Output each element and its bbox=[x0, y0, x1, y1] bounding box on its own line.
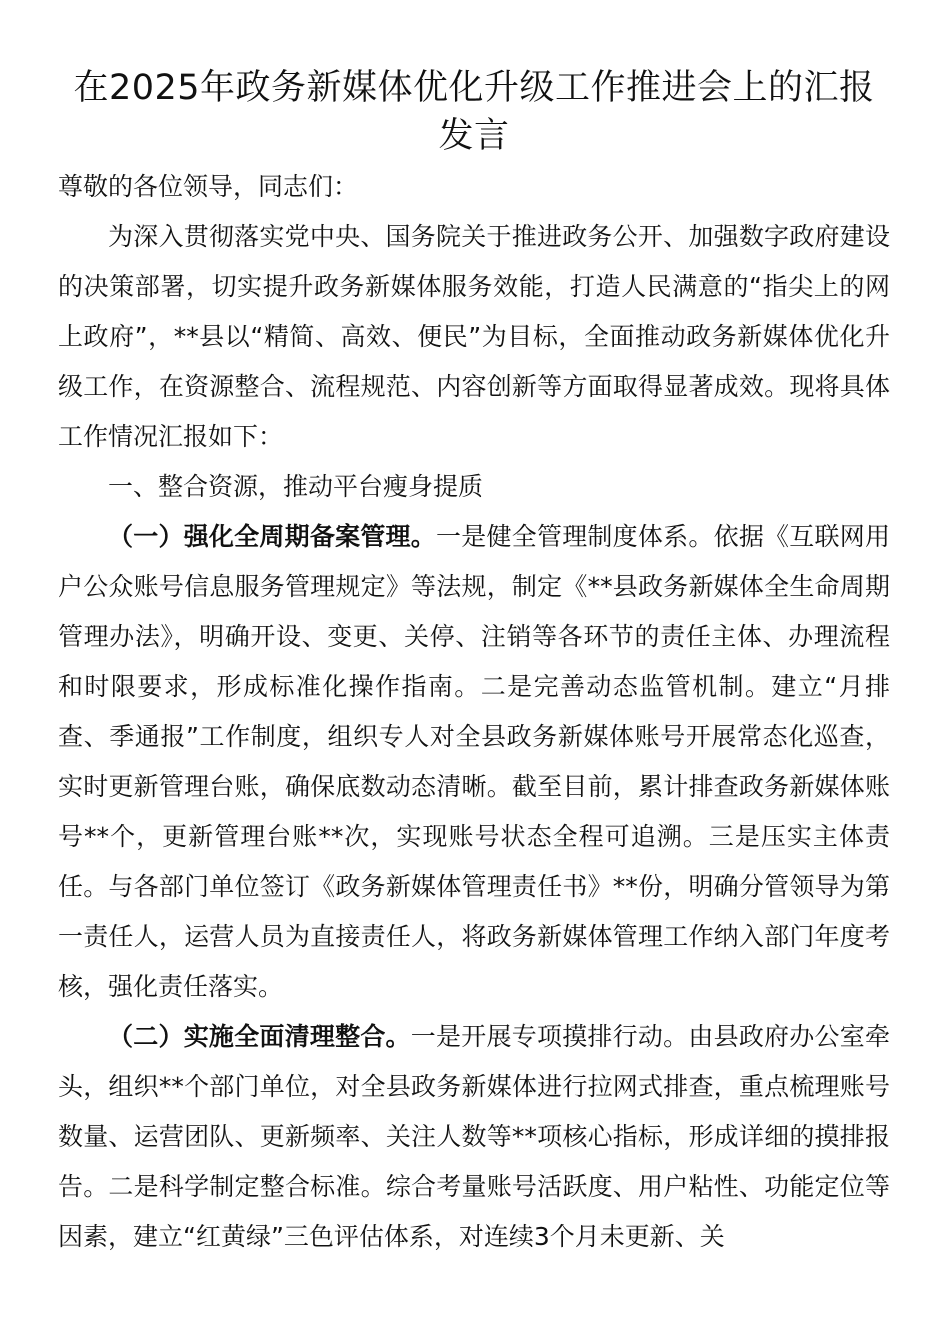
salutation: 尊敬的各位领导，同志们： bbox=[58, 172, 359, 201]
intro-paragraph: 为深入贯彻落实党中央、国务院关于推进政务公开、加强数字政府建设的决策部署，切实提升政务新媒体服务效能，打造人民满意的“指尖上的网上政府”，**县以“精简、高效、便民”为目标，全面推动政务新媒体优化升级工作，在资源整合、流程规范、内容创新等方面取得显著成效。现将具体工作情况汇报如下： bbox=[58, 222, 890, 451]
subsection-1-body: 一是健全管理制度体系。依据《互联网用户公众账号信息服务管理规定》等法规，制定《**县政务新媒体全生命周期管理办法》，明确开设、变更、关停、注销等各环节的责任主体、办理流程和时限要求，形成标准化操作指南。二是完善动态监管机制。建立“月排查、季通报”工作制度，组织专人对全县政务新媒体账号开展常态化巡查，实时更新管理台账，确保底数动态清晰。截至目前，累计排查政务新媒体账号**个，更新管理台账**次，实现账号状态全程可追溯。三是压实主体责任。与各部门单位签订《政务新媒体管理责任书》**份，明确分管领导为第一责任人，运营人员为直接责任人，将政务新媒体管理工作纳入部门年度考核，强化责任落实。 bbox=[58, 522, 890, 1001]
subsection-2-lead: （二）实施全面清理整合。 bbox=[108, 1022, 411, 1051]
subsection-2-paragraph bbox=[58, 1012, 890, 1262]
subsection-1-paragraph bbox=[58, 512, 890, 1012]
section-1-heading: 一、整合资源，推动平台瘦身提质 bbox=[108, 472, 484, 501]
subsection-1-lead: （一）强化全周期备案管理。 bbox=[108, 522, 437, 551]
document-title: 在2025年政务新媒体优化升级工作推进会上的汇报发言 bbox=[73, 68, 875, 156]
subsection-2-body: 一是开展专项摸排行动。由县政府办公室牵头，组织**个部门单位，对全县政务新媒体进行拉网式排查，重点梳理账号数量、运营团队、更新频率、关注人数等**项核心指标，形成详细的摸排报告。二是科学制定整合标准。综合考量账号活跃度、用户粘性、功能定位等因素，建立“红黄绿”三色评估体系，对连续3个月未更新、关 bbox=[58, 1022, 890, 1251]
